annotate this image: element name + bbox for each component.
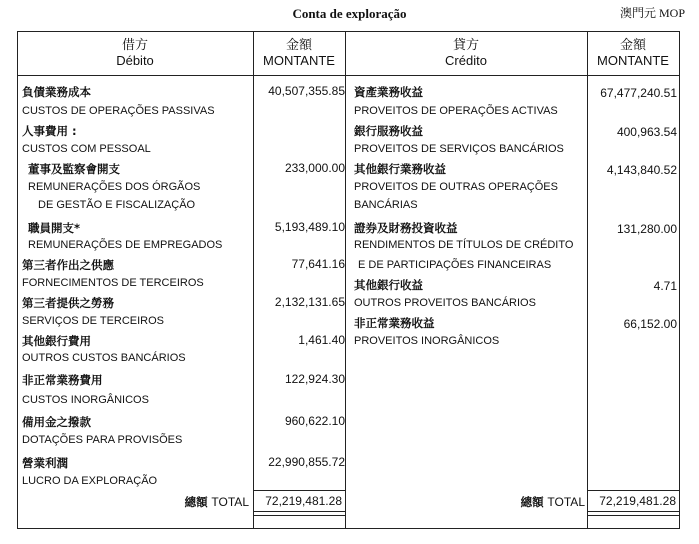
debit-row-label-cn: 營業利潤 [22,456,68,470]
debit-row-label-cn: 第三者提供之勞務 [22,296,114,310]
debit-total-double-rule-1 [253,511,345,512]
currency-label: 澳門元 MOP [619,6,685,20]
debit-row-label-cn: 負債業務成本 [22,85,91,99]
credit-amount-divider [587,31,588,529]
credit-row-label-pt: PROVEITOS DE OPERAÇÕES ACTIVAS [354,105,558,117]
credit-total-amount: 72,219,481.28 [599,494,676,508]
debit-amount-header-cn: 金額 [285,38,312,53]
debit-row-label-pt: LUCRO DA EXPLORAÇÃO [22,475,158,487]
credit-row-label-pt: PROVEITOS DE SERVIÇOS BANCÁRIOS [354,143,564,155]
credit-row-label-pt: OUTROS PROVEITOS BANCÁRIOS [354,297,536,309]
credit-header-pt: Crédito [445,53,487,68]
credit-total-double-rule-2 [587,515,679,516]
page-title: Conta de exploração [292,6,407,21]
credit-row-label-cn: 證券及財務投資收益 [354,221,458,235]
debit-row-amount: 77,641.16 [291,257,345,271]
credit-row-label-pt: PROVEITOS DE OUTRAS OPERAÇÕES [354,181,558,193]
credit-row-label-cn: 銀行服務收益 [354,124,423,138]
credit-row-label-pt: BANCÁRIAS [354,199,418,211]
credit-row-amount: 4.71 [653,279,677,293]
debit-row-label-pt: OUTROS CUSTOS BANCÁRIOS [22,352,186,364]
table-right-border [679,31,680,529]
debit-row-label-pt: DE GESTÃO E FISCALIZAÇÃO [38,199,196,211]
credit-row-label-cn: 資產業務收益 [354,85,423,99]
debit-row-amount: 960,622.10 [284,414,345,428]
credit-total-label-cn: 總額 [520,495,544,509]
debit-total-label [185,494,249,510]
debit-row-label-pt: SERVIÇOS DE TERCEIROS [22,315,165,327]
debit-row-amount: 2,132,131.65 [274,295,345,309]
credit-row-label-cn: 其他銀行業務收益 [354,162,446,176]
credit-row-label-cn: 非正常業務收益 [354,316,435,330]
center-divider [345,31,346,529]
credit-row-amount: 67,477,240.51 [600,86,677,100]
debit-header-cn: 借方 [121,38,148,53]
credit-row-label-pt: RENDIMENTOS DE TÍTULOS DE CRÉDITO [354,239,574,251]
debit-row-label-pt: REMUNERAÇÕES DE EMPREGADOS [28,239,223,251]
debit-row-label-cn: 職員開支* [28,221,81,235]
debit-total-amount: 72,219,481.28 [265,494,342,508]
debit-amount-header-pt: MONTANTE [263,53,335,68]
debit-total-label-cn: 總額 [184,495,208,509]
credit-total-double-rule-1 [587,511,679,512]
debit-row-label-pt: CUSTOS COM PESSOAL [22,143,151,155]
debit-row-amount: 1,461.40 [298,333,345,347]
table-top-border [17,31,680,32]
credit-row-label-pt: E DE PARTICIPAÇÕES FINANCEIRAS [358,259,552,271]
debit-row-label-cn: 第三者作出之供應 [22,258,114,272]
debit-row-label-cn: 其他銀行費用 [22,334,91,348]
credit-amount-header-pt: MONTANTE [597,53,669,68]
credit-total-top-rule [587,490,679,491]
credit-row-label-cn: 其他銀行收益 [354,278,423,292]
debit-amount-divider [253,31,254,529]
credit-row-amount: 4,143,840.52 [606,163,677,177]
debit-total-label-pt: TOTAL [211,495,249,509]
debit-total-double-rule-2 [253,515,345,516]
credit-total-label [521,494,585,510]
credit-row-label-pt: PROVEITOS INORGÂNICOS [354,335,500,347]
debit-row-label-pt: REMUNERAÇÕES DOS ÓRGÃOS [28,181,201,193]
credit-amount-header-cn: 金額 [619,38,646,53]
debit-header-pt: Débito [116,53,154,68]
debit-row-label-pt: DOTAÇÕES PARA PROVISÕES [22,434,183,446]
debit-row-label-pt: CUSTOS INORGÂNICOS [22,394,149,406]
debit-row-amount: 122,924.30 [284,372,345,386]
debit-row-label-cn: 人事費用 : [22,124,77,138]
debit-row-amount: 22,990,855.72 [268,455,345,469]
credit-header-cn: 貸方 [452,38,479,53]
debit-row-label-cn: 董事及監察會開支 [28,162,120,176]
table-left-border [17,31,18,529]
credit-row-amount: 400,963.54 [616,125,677,139]
debit-row-label-cn: 備用金之撥款 [22,415,91,429]
debit-row-label-pt: FORNECIMENTOS DE TERCEIROS [22,277,204,289]
credit-row-amount: 66,152.00 [623,317,677,331]
debit-row-amount: 233,000.00 [284,161,345,175]
debit-row-amount: 5,193,489.10 [274,220,345,234]
credit-row-amount: 131,280.00 [616,222,677,236]
table-bottom-border [17,528,680,529]
debit-row-label-cn: 非正常業務費用 [22,373,103,387]
debit-total-top-rule [253,490,345,491]
debit-row-label-pt: CUSTOS DE OPERAÇÕES PASSIVAS [22,105,215,117]
credit-total-label-pt: TOTAL [547,495,585,509]
header-bottom-border [17,75,680,76]
debit-row-amount: 40,507,355.85 [268,84,345,98]
